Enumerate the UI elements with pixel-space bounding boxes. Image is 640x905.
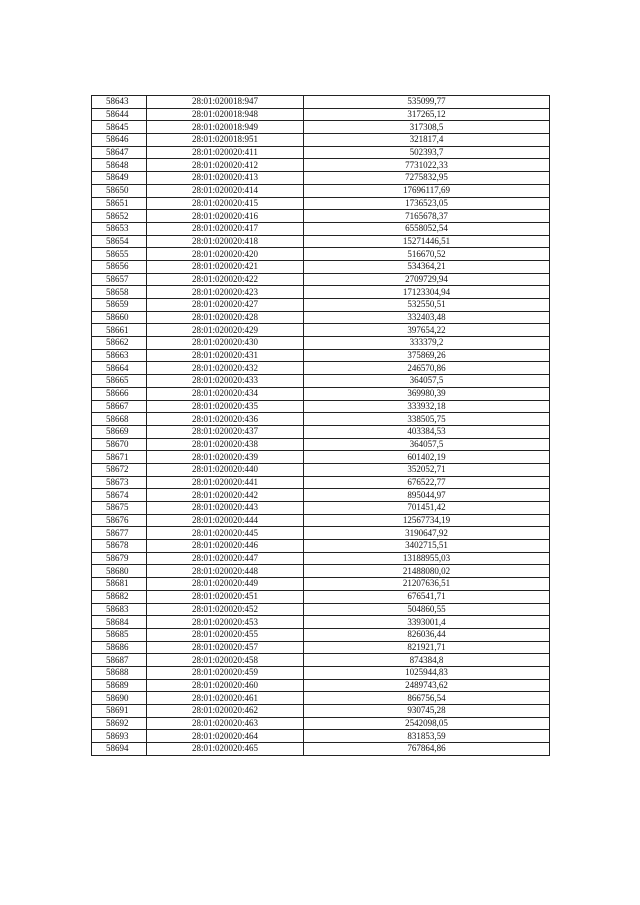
- cadastral-number-cell: 28:01:020020:453: [147, 616, 304, 629]
- row-number-cell: 58683: [92, 603, 147, 616]
- row-number-cell: 58677: [92, 527, 147, 540]
- value-cell: 17696117,69: [304, 184, 550, 197]
- table-row: [92, 717, 550, 730]
- table-row: [92, 286, 550, 299]
- value-cell: 364057,5: [304, 438, 550, 451]
- table-row: [92, 730, 550, 743]
- table-row: [92, 654, 550, 667]
- cadastral-number-cell: 28:01:020020:417: [147, 222, 304, 235]
- row-number-cell: 58688: [92, 666, 147, 679]
- value-cell: 831853,59: [304, 730, 550, 743]
- row-number-cell: 58653: [92, 222, 147, 235]
- value-cell: 516670,52: [304, 248, 550, 261]
- row-number-cell: 58663: [92, 349, 147, 362]
- value-cell: 338505,75: [304, 413, 550, 426]
- cadastral-number-cell: 28:01:020020:442: [147, 489, 304, 502]
- cadastral-number-cell: 28:01:020020:433: [147, 375, 304, 388]
- table-row: [92, 616, 550, 629]
- row-number-cell: 58681: [92, 578, 147, 591]
- table-row: [92, 476, 550, 489]
- cadastral-number-cell: 28:01:020020:464: [147, 730, 304, 743]
- row-number-cell: 58665: [92, 375, 147, 388]
- table-row: [92, 540, 550, 553]
- cadastral-number-cell: 28:01:020020:435: [147, 400, 304, 413]
- table-row: [92, 743, 550, 756]
- table-row: [92, 603, 550, 616]
- cadastral-number-cell: 28:01:020020:421: [147, 260, 304, 273]
- value-cell: 767864,86: [304, 743, 550, 756]
- value-cell: 2709729,94: [304, 273, 550, 286]
- cadastral-number-cell: 28:01:020018:951: [147, 134, 304, 147]
- row-number-cell: 58657: [92, 273, 147, 286]
- row-number-cell: 58676: [92, 514, 147, 527]
- cadastral-number-cell: 28:01:020020:422: [147, 273, 304, 286]
- table-row: [92, 413, 550, 426]
- value-cell: 7731022,33: [304, 159, 550, 172]
- value-cell: 321817,4: [304, 134, 550, 147]
- row-number-cell: 58643: [92, 96, 147, 109]
- table-row: [92, 197, 550, 210]
- cadastral-number-cell: 28:01:020020:430: [147, 337, 304, 350]
- value-cell: 7275832,95: [304, 172, 550, 185]
- cadastral-number-cell: 28:01:020020:447: [147, 552, 304, 565]
- cadastral-number-cell: 28:01:020020:434: [147, 387, 304, 400]
- cadastral-number-cell: 28:01:020020:457: [147, 641, 304, 654]
- value-cell: 397654,22: [304, 324, 550, 337]
- table-row: [92, 666, 550, 679]
- cadastral-number-cell: 28:01:020020:412: [147, 159, 304, 172]
- table-row: [92, 552, 550, 565]
- row-number-cell: 58675: [92, 502, 147, 515]
- row-number-cell: 58680: [92, 565, 147, 578]
- table-row: [92, 121, 550, 134]
- row-number-cell: 58652: [92, 210, 147, 223]
- value-cell: 534364,21: [304, 260, 550, 273]
- row-number-cell: 58656: [92, 260, 147, 273]
- row-number-cell: 58661: [92, 324, 147, 337]
- value-cell: 12567734,19: [304, 514, 550, 527]
- table-row: [92, 705, 550, 718]
- row-number-cell: 58660: [92, 311, 147, 324]
- value-cell: 866756,54: [304, 692, 550, 705]
- cadastral-number-cell: 28:01:020020:429: [147, 324, 304, 337]
- value-cell: 403384,53: [304, 425, 550, 438]
- table-row: [92, 159, 550, 172]
- table-row: [92, 349, 550, 362]
- cadastral-value-table: [91, 95, 550, 756]
- table-row: [92, 641, 550, 654]
- table-row: [92, 362, 550, 375]
- cadastral-number-cell: 28:01:020020:443: [147, 502, 304, 515]
- table-row: [92, 628, 550, 641]
- table-row: [92, 590, 550, 603]
- row-number-cell: 58644: [92, 108, 147, 121]
- value-cell: 821921,71: [304, 641, 550, 654]
- cadastral-number-cell: 28:01:020020:438: [147, 438, 304, 451]
- cadastral-number-cell: 28:01:020018:949: [147, 121, 304, 134]
- value-cell: 246570,86: [304, 362, 550, 375]
- table-row: [92, 260, 550, 273]
- table-row: [92, 337, 550, 350]
- value-cell: 601402,19: [304, 451, 550, 464]
- cadastral-number-cell: 28:01:020020:423: [147, 286, 304, 299]
- value-cell: 676541,71: [304, 590, 550, 603]
- cadastral-number-cell: 28:01:020018:948: [147, 108, 304, 121]
- table-row: [92, 400, 550, 413]
- value-cell: 930745,28: [304, 705, 550, 718]
- cadastral-number-cell: 28:01:020020:439: [147, 451, 304, 464]
- cadastral-number-cell: 28:01:020020:465: [147, 743, 304, 756]
- cadastral-number-cell: 28:01:020020:441: [147, 476, 304, 489]
- value-cell: 701451,42: [304, 502, 550, 515]
- cadastral-number-cell: 28:01:020020:431: [147, 349, 304, 362]
- row-number-cell: 58654: [92, 235, 147, 248]
- value-cell: 15271446,51: [304, 235, 550, 248]
- row-number-cell: 58666: [92, 387, 147, 400]
- cadastral-number-cell: 28:01:020020:440: [147, 463, 304, 476]
- cadastral-number-cell: 28:01:020020:458: [147, 654, 304, 667]
- table-row: [92, 134, 550, 147]
- row-number-cell: 58687: [92, 654, 147, 667]
- row-number-cell: 58670: [92, 438, 147, 451]
- row-number-cell: 58674: [92, 489, 147, 502]
- table-row: [92, 146, 550, 159]
- cadastral-number-cell: 28:01:020020:448: [147, 565, 304, 578]
- cadastral-number-cell: 28:01:020020:420: [147, 248, 304, 261]
- row-number-cell: 58694: [92, 743, 147, 756]
- value-cell: 317308,5: [304, 121, 550, 134]
- table-row: [92, 222, 550, 235]
- table-row: [92, 108, 550, 121]
- row-number-cell: 58679: [92, 552, 147, 565]
- table-row: [92, 96, 550, 109]
- table-row: [92, 375, 550, 388]
- value-cell: 1025944,83: [304, 666, 550, 679]
- row-number-cell: 58685: [92, 628, 147, 641]
- row-number-cell: 58673: [92, 476, 147, 489]
- value-cell: 6558052,54: [304, 222, 550, 235]
- value-cell: 369980,39: [304, 387, 550, 400]
- row-number-cell: 58671: [92, 451, 147, 464]
- value-cell: 3190647,92: [304, 527, 550, 540]
- row-number-cell: 58645: [92, 121, 147, 134]
- row-number-cell: 58659: [92, 299, 147, 312]
- cadastral-number-cell: 28:01:020020:461: [147, 692, 304, 705]
- value-cell: 13188955,03: [304, 552, 550, 565]
- table-row: [92, 679, 550, 692]
- value-cell: 1736523,05: [304, 197, 550, 210]
- row-number-cell: 58693: [92, 730, 147, 743]
- value-cell: 17123304,94: [304, 286, 550, 299]
- value-cell: 352052,71: [304, 463, 550, 476]
- row-number-cell: 58658: [92, 286, 147, 299]
- row-number-cell: 58647: [92, 146, 147, 159]
- row-number-cell: 58672: [92, 463, 147, 476]
- row-number-cell: 58646: [92, 134, 147, 147]
- table-row: [92, 527, 550, 540]
- value-cell: 7165678,37: [304, 210, 550, 223]
- value-cell: 317265,12: [304, 108, 550, 121]
- value-cell: 504860,55: [304, 603, 550, 616]
- cadastral-number-cell: 28:01:020020:436: [147, 413, 304, 426]
- cadastral-number-cell: 28:01:020020:437: [147, 425, 304, 438]
- cadastral-number-cell: 28:01:020020:427: [147, 299, 304, 312]
- row-number-cell: 58669: [92, 425, 147, 438]
- value-cell: 2489743,62: [304, 679, 550, 692]
- table-row: [92, 184, 550, 197]
- table-row: [92, 565, 550, 578]
- cadastral-number-cell: 28:01:020020:460: [147, 679, 304, 692]
- table-row: [92, 438, 550, 451]
- table-row: [92, 489, 550, 502]
- row-number-cell: 58678: [92, 540, 147, 553]
- value-cell: 895044,97: [304, 489, 550, 502]
- cadastral-number-cell: 28:01:020020:432: [147, 362, 304, 375]
- row-number-cell: 58689: [92, 679, 147, 692]
- table-row: [92, 463, 550, 476]
- table-row: [92, 387, 550, 400]
- table-row: [92, 210, 550, 223]
- table-row: [92, 172, 550, 185]
- table-row: [92, 299, 550, 312]
- row-number-cell: 58649: [92, 172, 147, 185]
- row-number-cell: 58662: [92, 337, 147, 350]
- table-row: [92, 514, 550, 527]
- value-cell: 535099,77: [304, 96, 550, 109]
- table-body: [92, 96, 550, 756]
- cadastral-number-cell: 28:01:020020:463: [147, 717, 304, 730]
- row-number-cell: 58684: [92, 616, 147, 629]
- row-number-cell: 58648: [92, 159, 147, 172]
- value-cell: 676522,77: [304, 476, 550, 489]
- table-row: [92, 273, 550, 286]
- table-row: [92, 578, 550, 591]
- cadastral-number-cell: 28:01:020020:459: [147, 666, 304, 679]
- row-number-cell: 58664: [92, 362, 147, 375]
- cadastral-number-cell: 28:01:020020:418: [147, 235, 304, 248]
- value-cell: 532550,51: [304, 299, 550, 312]
- value-cell: 874384,8: [304, 654, 550, 667]
- table-row: [92, 425, 550, 438]
- value-cell: 2542098,05: [304, 717, 550, 730]
- cadastral-number-cell: 28:01:020020:452: [147, 603, 304, 616]
- value-cell: 502393,7: [304, 146, 550, 159]
- value-cell: 3402715,51: [304, 540, 550, 553]
- cadastral-number-cell: 28:01:020020:444: [147, 514, 304, 527]
- value-cell: 333932,18: [304, 400, 550, 413]
- row-number-cell: 58655: [92, 248, 147, 261]
- value-cell: 375869,26: [304, 349, 550, 362]
- row-number-cell: 58690: [92, 692, 147, 705]
- value-cell: 333379,2: [304, 337, 550, 350]
- table-row: [92, 248, 550, 261]
- table-row: [92, 692, 550, 705]
- cadastral-number-cell: 28:01:020018:947: [147, 96, 304, 109]
- value-cell: 21488080,02: [304, 565, 550, 578]
- table-row: [92, 235, 550, 248]
- cadastral-number-cell: 28:01:020020:462: [147, 705, 304, 718]
- row-number-cell: 58682: [92, 590, 147, 603]
- value-cell: 21207636,51: [304, 578, 550, 591]
- row-number-cell: 58668: [92, 413, 147, 426]
- table-row: [92, 324, 550, 337]
- table-row: [92, 451, 550, 464]
- table-row: [92, 502, 550, 515]
- cadastral-number-cell: 28:01:020020:446: [147, 540, 304, 553]
- row-number-cell: 58692: [92, 717, 147, 730]
- cadastral-number-cell: 28:01:020020:416: [147, 210, 304, 223]
- cadastral-number-cell: 28:01:020020:413: [147, 172, 304, 185]
- table-row: [92, 311, 550, 324]
- cadastral-number-cell: 28:01:020020:411: [147, 146, 304, 159]
- cadastral-number-cell: 28:01:020020:428: [147, 311, 304, 324]
- row-number-cell: 58651: [92, 197, 147, 210]
- row-number-cell: 58686: [92, 641, 147, 654]
- value-cell: 3393001,4: [304, 616, 550, 629]
- value-cell: 826036,44: [304, 628, 550, 641]
- cadastral-number-cell: 28:01:020020:451: [147, 590, 304, 603]
- cadastral-number-cell: 28:01:020020:414: [147, 184, 304, 197]
- cadastral-number-cell: 28:01:020020:445: [147, 527, 304, 540]
- row-number-cell: 58667: [92, 400, 147, 413]
- row-number-cell: 58691: [92, 705, 147, 718]
- value-cell: 364057,5: [304, 375, 550, 388]
- row-number-cell: 58650: [92, 184, 147, 197]
- cadastral-number-cell: 28:01:020020:449: [147, 578, 304, 591]
- cadastral-number-cell: 28:01:020020:455: [147, 628, 304, 641]
- value-cell: 332403,48: [304, 311, 550, 324]
- cadastral-number-cell: 28:01:020020:415: [147, 197, 304, 210]
